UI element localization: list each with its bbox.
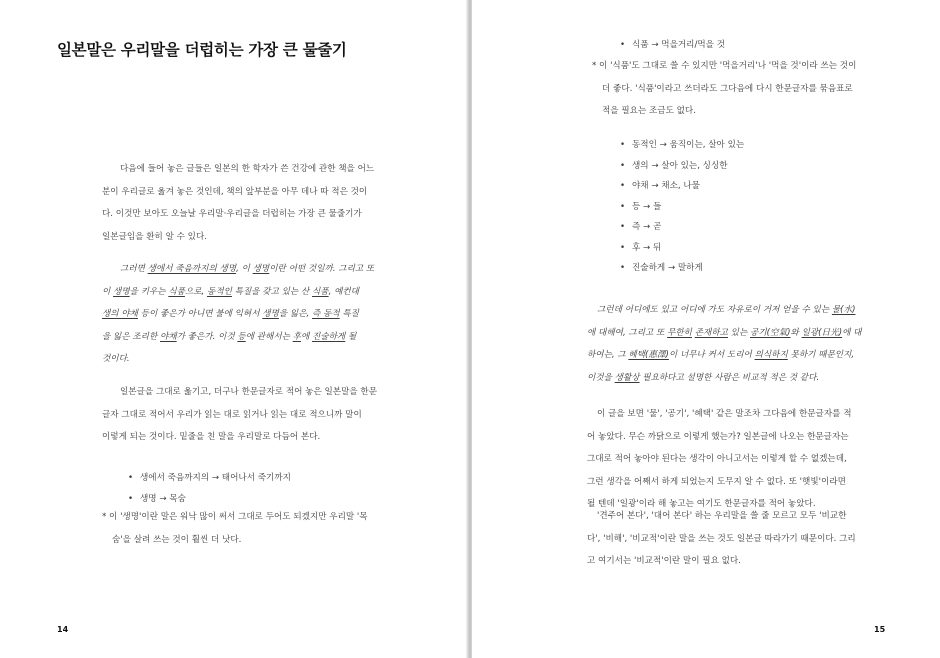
underlined-term: 생활상 — [614, 372, 640, 383]
paragraph-line: 다', '비해', '비교적'이란 말을 쓰는 것도 일본글 따라가기 때문이다. 그리 — [587, 533, 856, 544]
underlined-term: 생에서 죽음까지의 생명 — [147, 264, 237, 274]
text-run: 특질을 갖고 있는 산 — [231, 286, 312, 297]
list-item: • 생의 → 살아 있는, 싱싱한 — [620, 156, 744, 177]
footnote-line: * 이 '식품'도 그대로 쓸 수 있지만 '먹을거리'나 '먹을 것'이라 쓰는 것이 — [592, 61, 857, 71]
text-run: 될 — [345, 331, 357, 342]
underlined-term: 즉 동적 — [311, 309, 340, 319]
footnote-line: 숨'을 살려 쓰는 것이 훨씬 더 낫다. — [112, 534, 242, 545]
underlined-term: 물(水) — [831, 305, 856, 315]
text-run: 필요하다고 설명한 사람은 비교적 적은 것 같다. — [639, 372, 820, 383]
text-run: , 이 — [236, 264, 253, 274]
underlined-term: 존재하고 — [694, 327, 728, 338]
text-run: 이것을 — [587, 372, 615, 383]
text-run: 특질 — [339, 309, 359, 319]
paragraph-line: 그대로 적어 놓아야 된다는 생각이 아니고서는 이렇게 할 수 없겠는데, — [587, 454, 847, 464]
paragraph-line — [102, 326, 422, 349]
paragraph-line: 이 글을 보면 '물', '공기', '혜택' 같은 말조차 그다음에 한문글자를 적 — [597, 409, 852, 419]
text-run: 에 관해서는 — [245, 331, 293, 342]
paragraph-line — [102, 281, 422, 304]
text-run: 이란 어떤 것일까. 그리고 또 — [269, 264, 375, 274]
text-run: 가 좋은가. 이것 — [176, 331, 238, 342]
text-run: , 예컨대 — [328, 286, 359, 297]
paragraph-line: 분이 우리글로 옮겨 놓은 것인데, 책의 앞부분을 아무 데나 따 적은 것이 — [102, 186, 368, 197]
paragraph-line: 그런 생각을 어째서 하게 되었는지 도무지 알 수 없다. 또 '햇빛'이라면 — [587, 476, 846, 487]
underlined-term: 생명 — [252, 264, 270, 274]
bullet-icon: • — [128, 473, 134, 483]
left-page — [0, 0, 468, 658]
bullet-icon: • — [128, 494, 134, 504]
underlined-term: 등 — [237, 331, 246, 342]
list-item: • 동적인 → 움직이는, 살아 있는 — [620, 135, 744, 156]
paragraph-line: 고 여기서는 '비교적'이란 말이 필요 없다. — [587, 556, 741, 566]
bullet-icon: • — [620, 263, 626, 273]
text-run: 하여는, 그 — [587, 350, 629, 360]
paragraph-line — [587, 322, 897, 345]
paragraph-line: 이렇게 되는 것이다. 밑줄을 친 말을 우리말로 다듬어 본다. — [102, 432, 321, 442]
list-item: • 등 → 들 — [620, 197, 744, 218]
quoted-passage — [102, 258, 422, 371]
underlined-term: 일광(日光) — [801, 327, 843, 338]
text-run: 으로, — [184, 286, 208, 297]
paragraph-conclusion — [587, 505, 897, 573]
text-run: 그러면 — [120, 264, 148, 274]
bullet-icon: • — [620, 222, 626, 232]
asterisk-mark: * — [592, 61, 597, 71]
paragraph-line — [102, 303, 422, 326]
paragraph-line — [587, 344, 897, 367]
paragraph-intro — [102, 158, 422, 248]
underlined-term: 동적인 — [207, 286, 232, 297]
underlined-term: 후 — [292, 331, 301, 342]
text-run: 있는 — [727, 327, 751, 338]
replacement-list — [620, 35, 725, 56]
underlined-term: 진술하게 — [312, 331, 346, 342]
paragraph-line: 일본글을 그대로 옮기고, 더구나 한문글자로 적어 놓은 일본말을 한문 — [120, 387, 378, 397]
underlined-term: 공기(空氣) — [750, 327, 791, 338]
text-run: 에 대 — [842, 327, 862, 338]
underlined-term: 무한히 — [667, 327, 692, 338]
paragraph-line — [587, 367, 897, 390]
list-item: • 생에서 죽음까지의 → 태어나서 죽기까지 — [128, 468, 291, 489]
asterisk-mark: * — [102, 512, 107, 522]
text-run: 을 잃은, — [278, 309, 312, 319]
list-item: • 진술하게 → 말하게 — [620, 258, 744, 279]
replacement-list — [128, 468, 291, 510]
underlined-term: 의식하지 — [754, 350, 788, 360]
text-run: 이 — [102, 286, 114, 297]
paragraph-line: 다. 이것만 보아도 오늘날 우리말·우리글을 더럽히는 가장 큰 물줄기가 — [102, 209, 362, 219]
right-page — [472, 0, 940, 658]
page-number: 14 — [57, 625, 69, 634]
bullet-icon: • — [620, 140, 626, 150]
bullet-icon: • — [620, 181, 626, 191]
page-number: 15 — [874, 625, 886, 634]
list-item: • 식품 → 먹을거리/먹을 것 — [620, 35, 725, 56]
footnote-line: 적을 필요는 조금도 없다. — [602, 106, 696, 116]
underlined-term: 야채 — [160, 331, 177, 342]
bullet-icon: • — [620, 160, 626, 171]
paragraph-analysis — [587, 403, 897, 516]
footnote-line: * 이 '생명'이란 말은 워낙 많이 써서 그대로 두어도 되겠지만 우리말 '목 — [102, 512, 368, 522]
text-run: 등이 좋은가 아니면 불에 익혀서 — [137, 309, 263, 319]
paragraph-explanation — [102, 381, 422, 449]
text-run: 을 잃은 조리한 — [102, 331, 161, 342]
text-run: 그런데 어디에도 있고 어디에 가도 자유로이 거저 얻을 수 있는 — [597, 305, 832, 315]
replacement-list — [620, 135, 744, 279]
underlined-term: 생명 — [262, 309, 279, 319]
bullet-icon: • — [620, 201, 626, 212]
underlined-term: 생의 야채 — [102, 309, 138, 319]
text-run: 못하기 때문인지, — [787, 350, 855, 360]
underlined-term: 식품 — [312, 286, 329, 297]
footnote — [102, 506, 368, 551]
bullet-icon: • — [620, 242, 626, 253]
text-run: 것이다. — [102, 354, 130, 364]
underlined-term: 혜택(惠澤) — [628, 350, 669, 360]
text-run: 을 키우는 — [129, 286, 169, 297]
text-run: 에 — [300, 331, 313, 342]
paragraph-line: 일본글임을 환히 알 수 있다. — [102, 231, 207, 242]
text-run: 에 대해여, 그리고 또 — [587, 327, 668, 338]
list-item: • 후 → 뒤 — [620, 238, 744, 259]
underlined-term: 식품 — [168, 286, 185, 297]
list-item: • 즉 → 곧 — [620, 217, 744, 238]
paragraph-line: 글자 그대로 적어서 우리가 읽는 대로 읽거나 읽는 대로 적으니까 말이 — [102, 409, 362, 420]
footnote — [592, 55, 857, 123]
paragraph-line: 어 놓았다. 무슨 까닭으로 이렇게 했는가? 일본글에 나오는 한문글자는 — [587, 431, 849, 442]
list-item: • 생명 → 목숨 — [128, 489, 291, 510]
text-run: 와 — [790, 327, 802, 338]
chapter-title: 일본말은 우리말을 더럽히는 가장 큰 물줄기 — [57, 41, 347, 59]
paragraph-line — [102, 258, 422, 281]
list-item: • 야채 → 채소, 나물 — [620, 176, 744, 197]
paragraph-line: '견주어 본다', '대어 본다' 하는 우리말을 쓸 줄 모르고 모두 '비교한 — [597, 511, 847, 521]
paragraph-line — [587, 299, 897, 322]
paragraph-line: 다음에 들어 놓은 글들은 일본의 한 학자가 쓴 건강에 관한 책을 어느 — [120, 164, 375, 174]
text-run: 이 너무나 커서 도리어 — [668, 350, 755, 360]
bullet-icon: • — [620, 40, 626, 50]
quoted-passage — [587, 299, 897, 389]
footnote-line: 더 좋다. '식품'이라고 쓰더라도 그다음에 다시 한문글자를 묶음표로 — [602, 83, 853, 94]
paragraph-line: 될 텐데 '일광'이라 해 놓고는 여기도 한문글자를 적어 놓았다. — [587, 499, 816, 509]
underlined-term: 생명 — [113, 286, 130, 297]
paragraph-line — [102, 348, 422, 371]
